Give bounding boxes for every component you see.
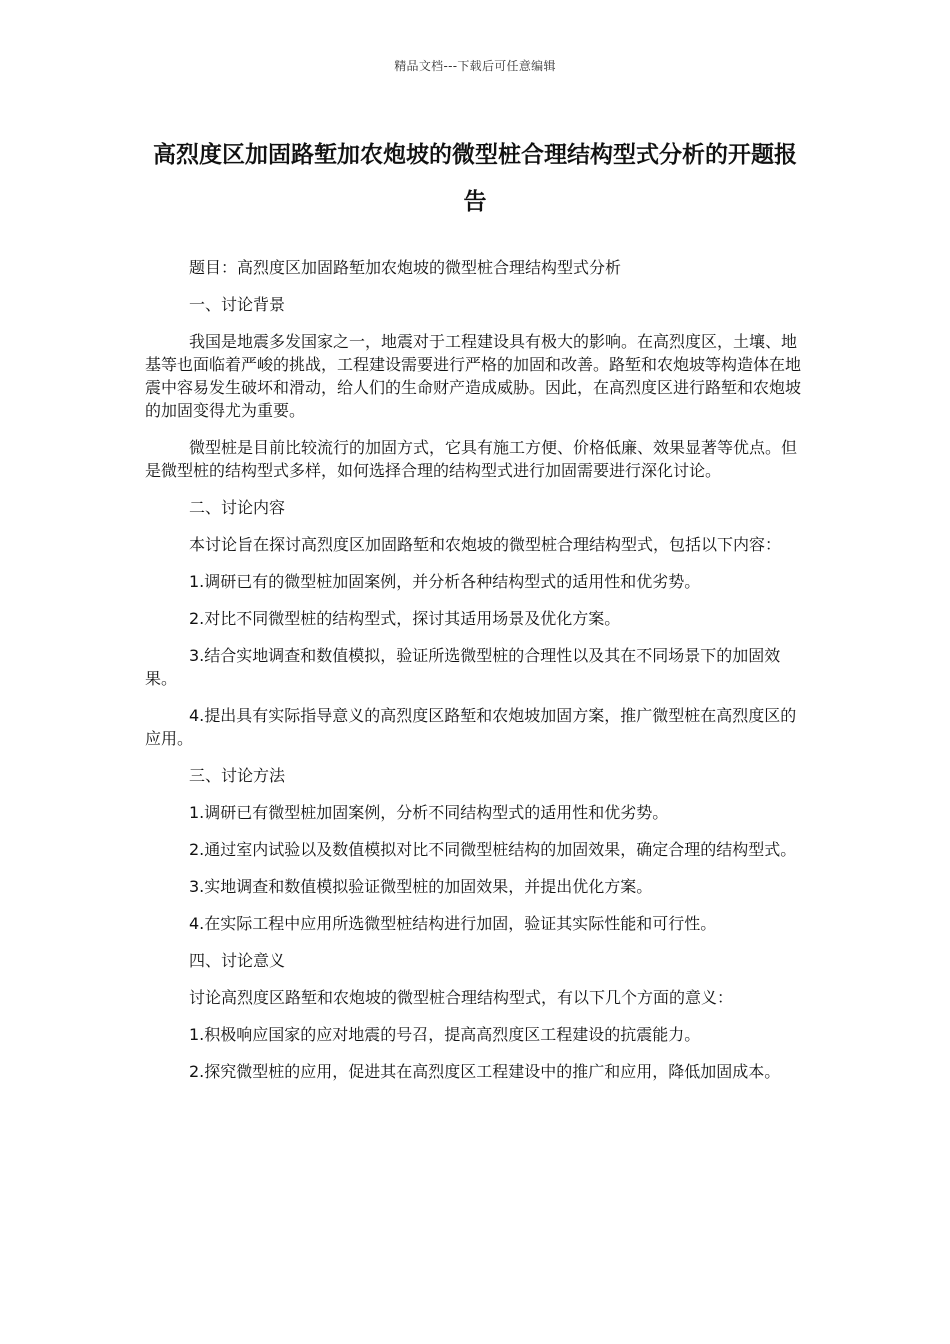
document-title: 高烈度区加固路堑加农炮坡的微型桩合理结构型式分析的开题报告: [153, 142, 797, 215]
list-item: 3.实地调查和数值模拟验证微型桩的加固效果，并提出优化方案。: [189, 877, 653, 896]
section-heading-method: 三、讨论方法: [189, 766, 286, 785]
header-note: 精品文档---下载后可任意编辑: [394, 59, 556, 73]
paragraph: 讨论高烈度区路堑和农炮坡的微型桩合理结构型式，有以下几个方面的意义：: [189, 988, 734, 1007]
paragraph: 本讨论旨在探讨高烈度区加固路堑和农炮坡的微型桩合理结构型式，包括以下内容：: [189, 535, 782, 554]
list-item: 1.调研已有的微型桩加固案例，并分析各种结构型式的适用性和优劣势。: [189, 572, 701, 591]
paragraph: 我国是地震多发国家之一，地震对于工程建设具有极大的影响。在高烈度区，土壤、地基等也面临着严峻的挑战，工程建设需要进行严格的加固和改善。路堑和农炮坡等构造体在地震中容易发生破坏和滑动，给人们的生命财产造成威胁。因此，在高烈度区进行路堑和农炮坡的加固变得尤为重要。: [145, 332, 802, 420]
list-item: 4.在实际工程中应用所选微型桩结构进行加固，验证其实际性能和可行性。: [189, 914, 717, 933]
document-body: [145, 256, 805, 1097]
list-item: 3.结合实地调查和数值模拟，验证所选微型桩的合理性以及其在不同场景下的加固效果。: [145, 646, 781, 688]
section-heading-significance: 四、讨论意义: [189, 951, 286, 970]
paragraph: 微型桩是目前比较流行的加固方式，它具有施工方便、价格低廉、效果显著等优点。但是微型桩的结构型式多样，如何选择合理的结构型式进行加固需要进行深化讨论。: [145, 438, 798, 480]
section-heading-background: 一、讨论背景: [189, 295, 286, 314]
list-item: 1.调研已有微型桩加固案例，分析不同结构型式的适用性和优劣势。: [189, 803, 669, 822]
list-item: 2.通过室内试验以及数值模拟对比不同微型桩结构的加固效果，确定合理的结构型式。: [189, 840, 797, 859]
list-item: 4.提出具有实际指导意义的高烈度区路堑和农炮坡加固方案，推广微型桩在高烈度区的应用。: [145, 706, 797, 748]
paragraph-topic: 题目：高烈度区加固路堑加农炮坡的微型桩合理结构型式分析: [189, 258, 622, 277]
section-heading-content: 二、讨论内容: [189, 498, 286, 517]
list-item: 2.探究微型桩的应用，促进其在高烈度区工程建设中的推广和应用，降低加固成本。: [189, 1062, 781, 1081]
list-item: 1.积极响应国家的应对地震的号召，提高高烈度区工程建设的抗震能力。: [189, 1025, 701, 1044]
list-item: 2.对比不同微型桩的结构型式，探讨其适用场景及优化方案。: [189, 609, 621, 628]
